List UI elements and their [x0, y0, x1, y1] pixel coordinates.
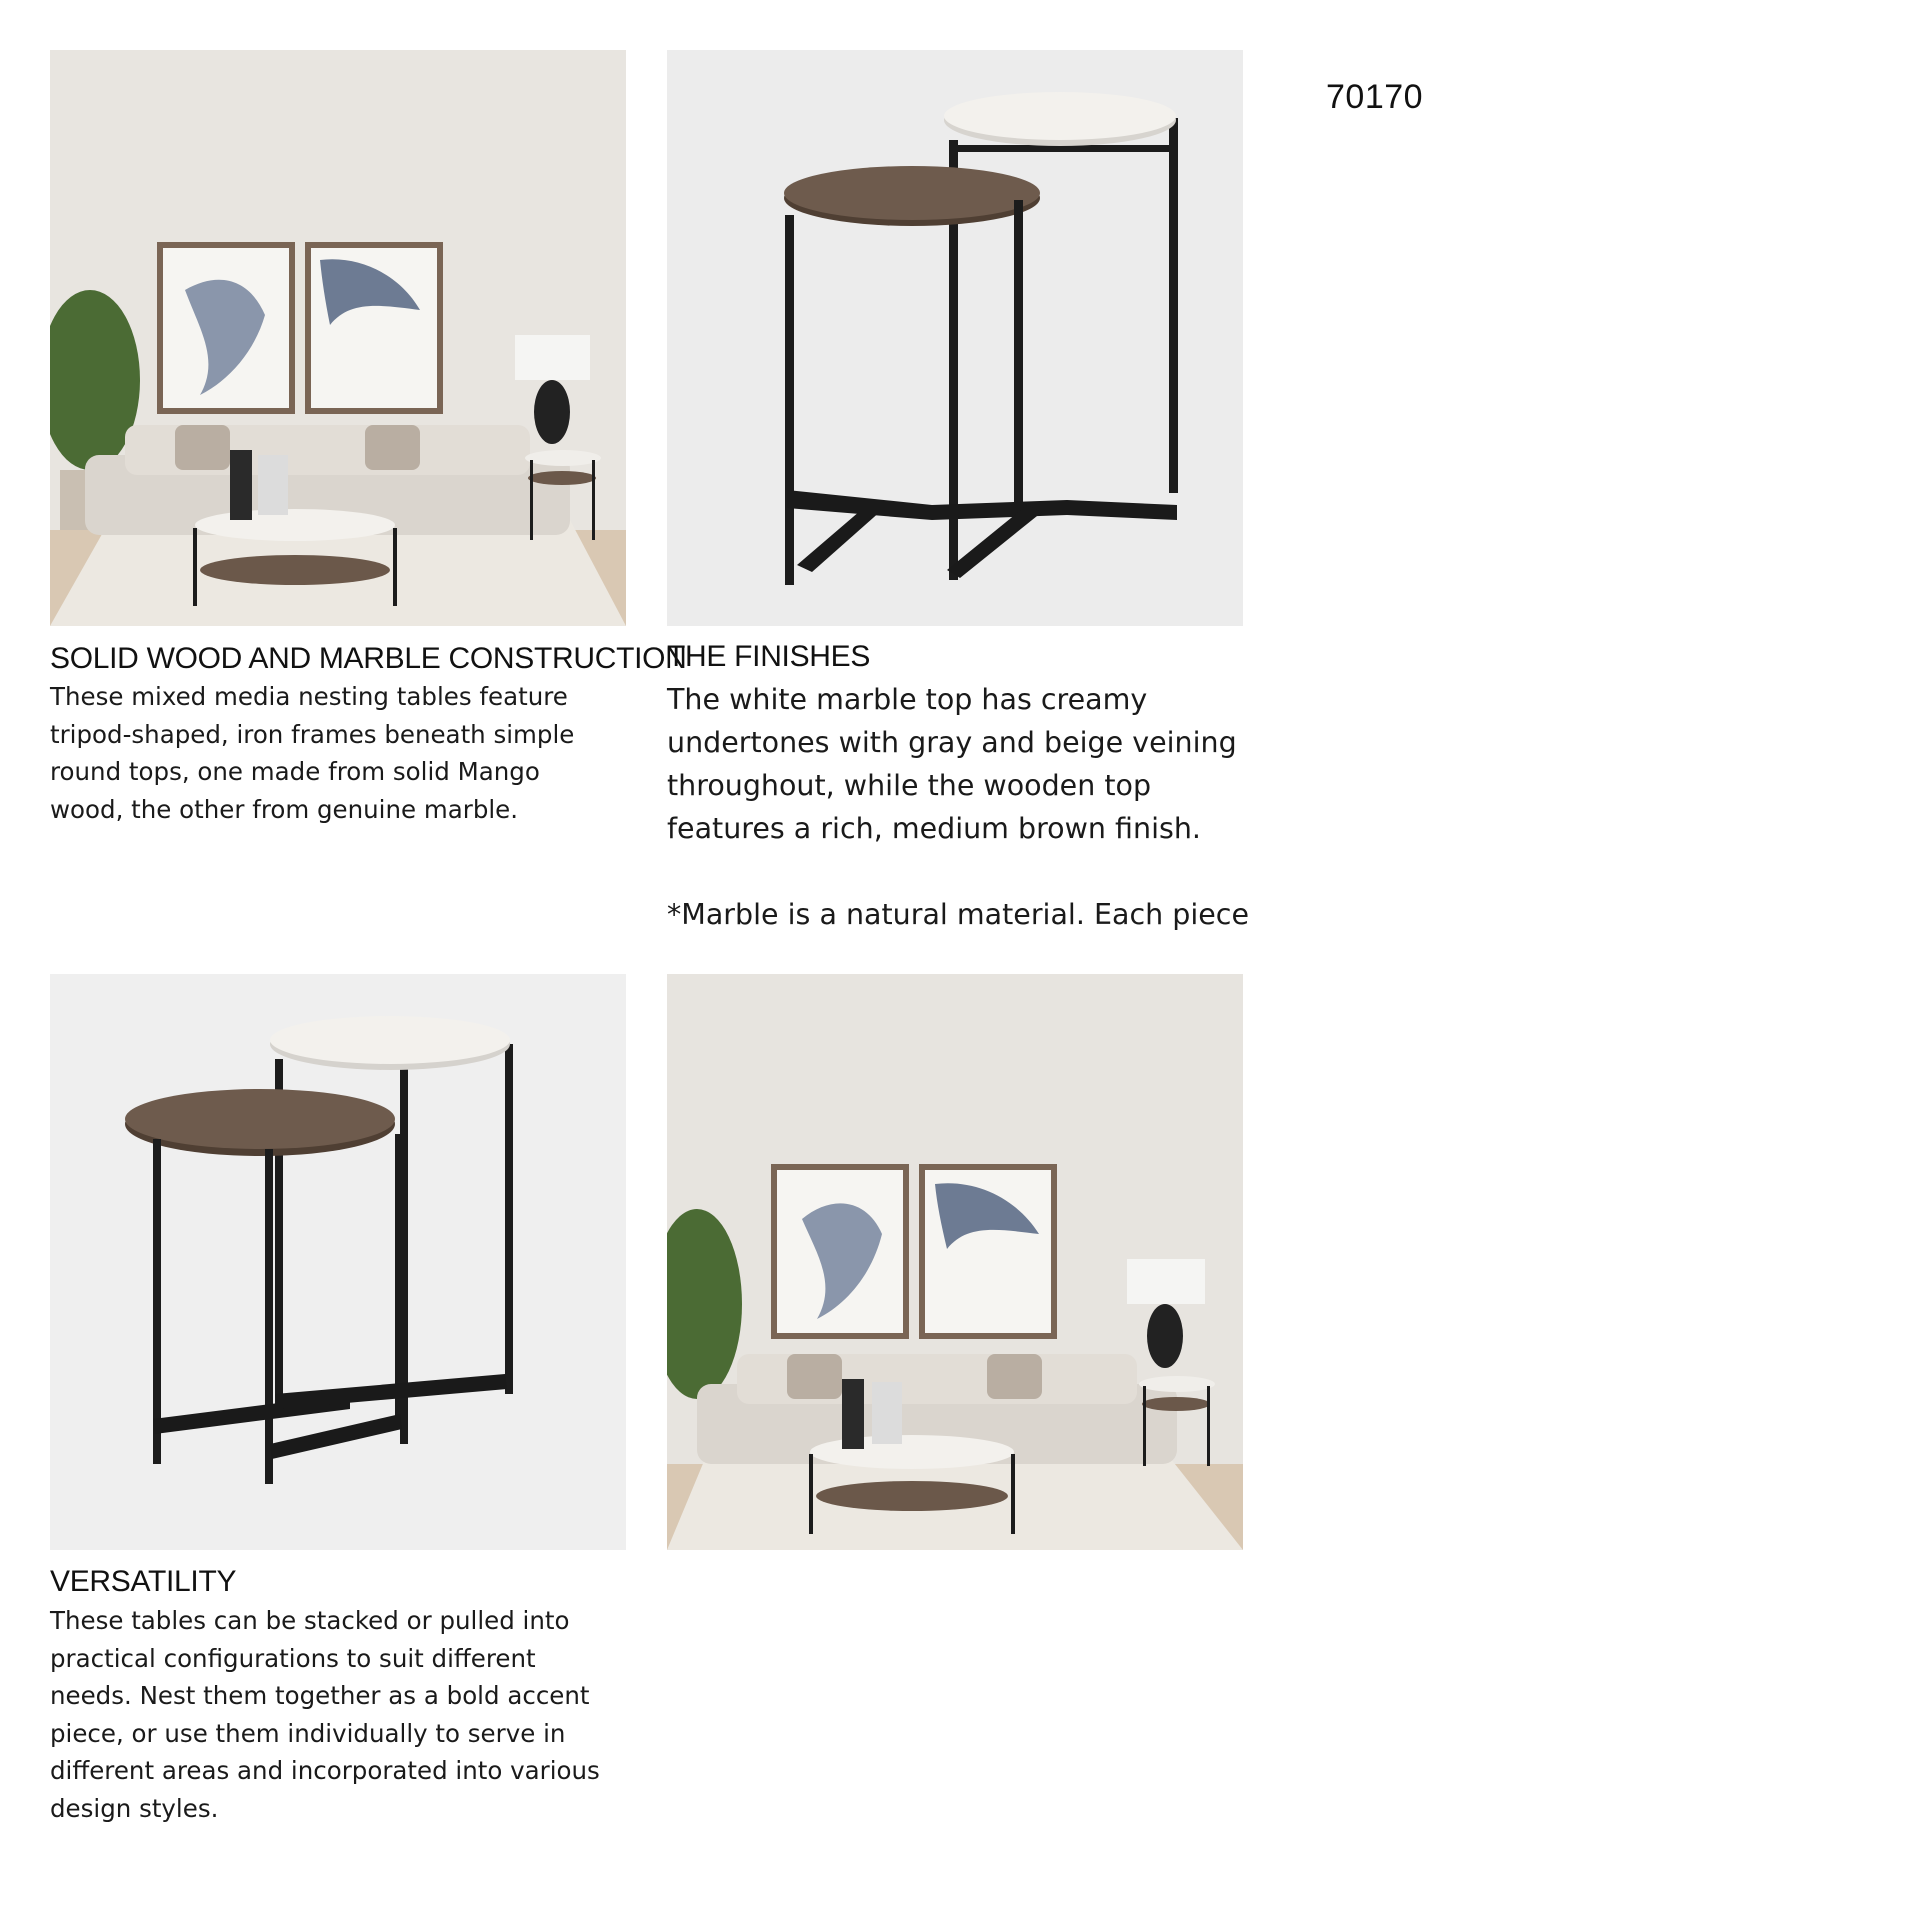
finishes-marble-note: *Marble is a natural material. Each piece — [667, 898, 1249, 931]
nesting-tables-front — [667, 50, 1243, 626]
living-room-scene-2 — [667, 974, 1243, 1550]
versatility-description: These tables can be stacked or pulled into practical configurations to suit different needs. Nest them together as a bold accent piece, or use them individually to serve in different areas and incorporated into various design styles. — [50, 1606, 600, 1823]
nesting-tables-angle — [50, 974, 626, 1550]
finishes-heading: THE FINISHES — [667, 640, 871, 673]
nesting-tables-angle-photo — [50, 974, 626, 1550]
construction-description: These mixed media nesting tables feature tripod-shaped, iron frames beneath simple round tops, one made from solid Mango wood, the other from genuine marble. — [50, 682, 575, 824]
versatility-heading: VERSATILITY — [50, 1565, 237, 1598]
living-room-photo — [50, 50, 626, 626]
nesting-tables-photo — [667, 50, 1243, 626]
living-room-scene — [50, 50, 626, 626]
product-sku: 70170 — [1326, 78, 1424, 116]
finishes-description: The white marble top has creamy undertones with gray and beige veining throughout, while the wooden top features a rich, medium brown finish. — [667, 683, 1237, 845]
living-room-photo-2 — [667, 974, 1243, 1550]
construction-heading: SOLID WOOD AND MARBLE CONSTRUCTION — [50, 642, 687, 675]
